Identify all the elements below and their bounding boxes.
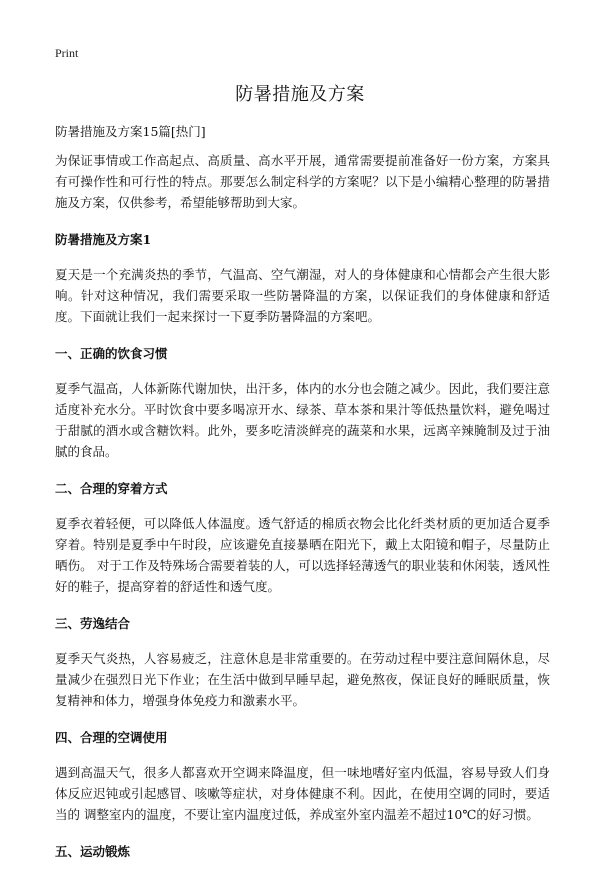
- heading-rest: 三、劳逸结合: [55, 616, 131, 631]
- paragraph-diet: 夏季气温高，人体新陈代谢加快，出汗多，体内的水分也会随之减少。因此，我们要注意适度补充水分。平时饮食中要多喝凉开水、绿茶、草本茶和果汁等低热量饮料，避免喝过于甜腻的酒水或含糖饮料。此外，要多吃清淡鲜亮的蔬菜和水果，远离辛辣腌制及过于油腻的食品。: [55, 381, 550, 459]
- print-link[interactable]: Print: [55, 46, 79, 60]
- document-subtitle: 防暑措施及方案15篇[热门]: [55, 124, 206, 139]
- page-title: 防暑措施及方案: [235, 84, 365, 105]
- heading-exercise: 五、运动锻炼: [55, 844, 131, 859]
- heading-diet: 一、正确的饮食习惯: [55, 346, 168, 361]
- heading-clothing: 二、合理的穿着方式: [55, 481, 168, 496]
- document-body: [55, 150, 550, 876]
- section-title: 防暑措施及方案1: [55, 232, 152, 247]
- section-intro-paragraph: 夏天是一个充满炎热的季节，气温高、空气潮湿，对人的身体健康和心情都会产生很大影响。针对这种情况，我们需要采取一些防暑降温的方案，以保证我们的身体健康和舒适度。下面就让我们一起来探讨一下夏季防暑降温的方案吧。: [55, 267, 550, 324]
- paragraph-clothing: 夏季衣着轻便，可以降低人体温度。透气舒适的棉质衣物会比化纤类材质的更加适合夏季穿着。特别是夏季中午时段，应该避免直接暴晒在阳光下，戴上太阳镜和帽子，尽量防止晒伤。 对于工作及特殊场合需要着装的人，可以选择轻薄透气的职业装和休闲装，透风性好的鞋子，提高穿着的舒适性和透气度。: [55, 516, 550, 594]
- intro-paragraph: 为保证事情或工作高起点、高质量、高水平开展，通常需要提前准备好一份方案，方案具有可操作性和可行性的特点。那要怎么制定科学的方案呢？以下是小编精心整理的防暑措施及方案，仅供参考，希望能够帮助到大家。: [55, 153, 550, 210]
- paragraph-rest: 夏季天气炎热，人容易疲乏，注意休息是非常重要的。在劳动过程中要注意间隔休息，尽量减少在强烈日光下作业；在生活中做到早睡早起，避免熬夜，保证良好的睡眠质量，恢复精神和体力，增强身体免疫力和激素水平。: [55, 651, 550, 708]
- paragraph-air-conditioning: 遇到高温天气，很多人都喜欢开空调来降温度，但一味地嗜好室内低温，容易导致人们身体反应迟钝或引起感冒、咳嗽等症状，对身体健康不利。因此，在使用空调的同时，要适当的 调整室内的温度，不要让室内温度过低，养成室外室内温差不超过10℃的好习惯。: [55, 765, 550, 822]
- heading-air-conditioning: 四、合理的空调使用: [55, 730, 168, 745]
